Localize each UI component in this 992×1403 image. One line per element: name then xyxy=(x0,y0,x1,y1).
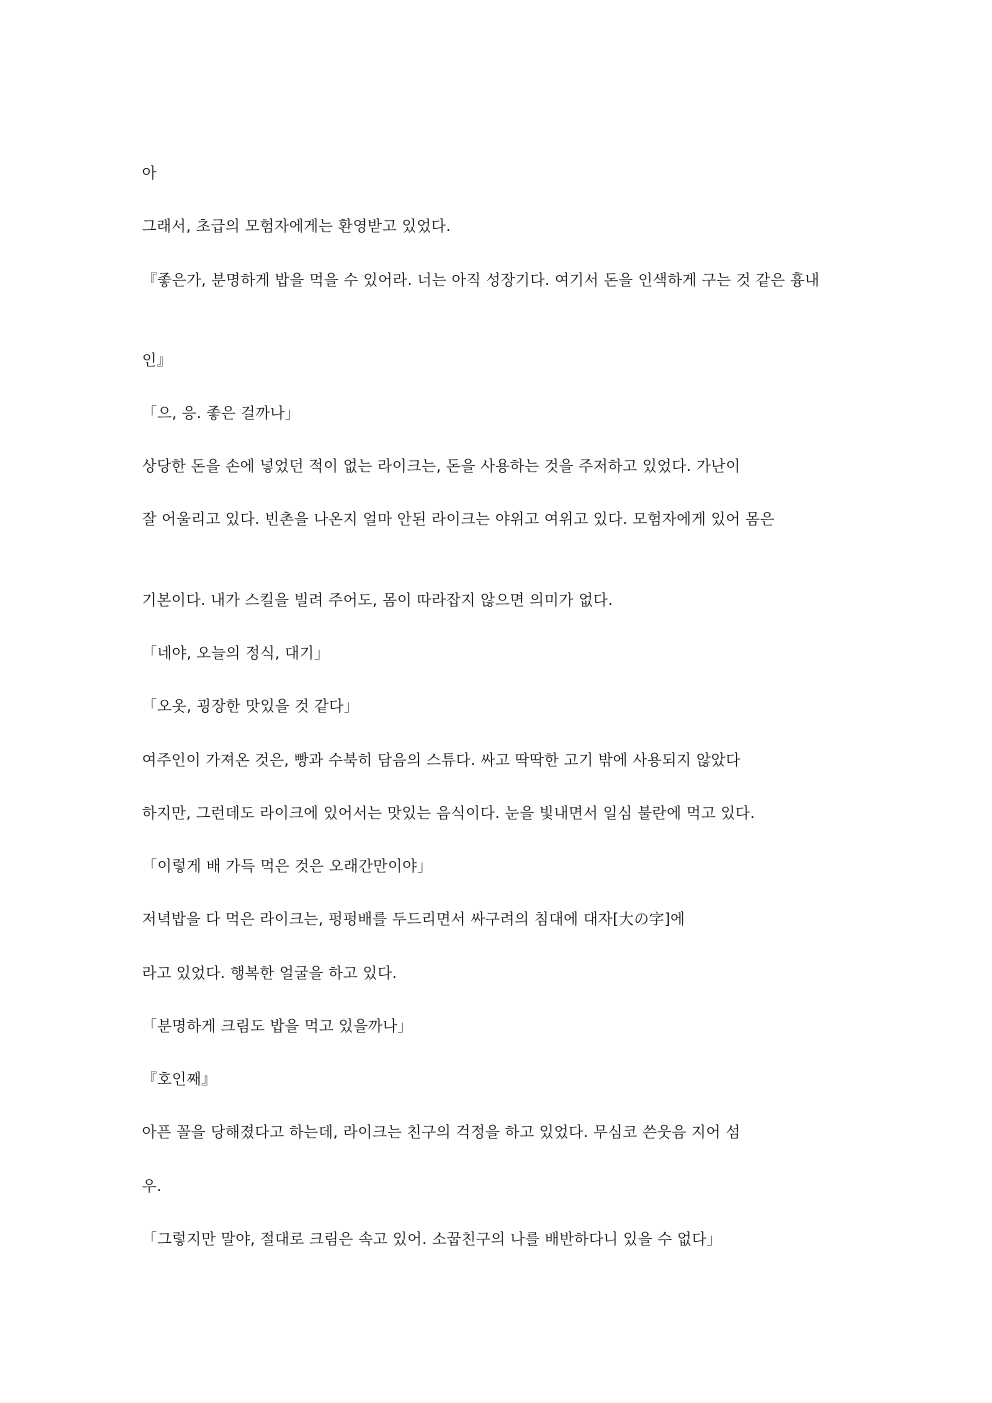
paragraph-12: 하지만, 그런데도 라이크에 있어서는 맛있는 음식이다. 눈을 빛내면서 일심 불란에 먹고 있다. xyxy=(142,804,756,822)
paragraph-17: 『호인째』 xyxy=(142,1070,217,1088)
paragraph-20: 「그렇지만 말야, 절대로 크림은 속고 있어. 소꿉친구의 나를 배반하다니 있을 수 없다」 xyxy=(142,1230,722,1248)
paragraph-18: 아픈 꼴을 당해졌다고 하는데, 라이크는 친구의 걱정을 하고 있었다. 무심코 쓴웃음 지어 섬 xyxy=(142,1123,741,1141)
paragraph-11: 여주인이 가져온 것은, 빵과 수북히 담음의 스튜다. 싸고 딱딱한 고기 밖에 사용되지 않았다 xyxy=(142,751,741,769)
paragraph-9: 「네야, 오늘의 정식, 대기」 xyxy=(142,644,330,662)
paragraph-16: 「분명하게 크림도 밥을 먹고 있을까나」 xyxy=(142,1017,413,1035)
paragraph-13: 「이렇게 배 가득 먹은 것은 오래간만이야」 xyxy=(142,857,433,875)
paragraph-6: 상당한 돈을 손에 넣었던 적이 없는 라이크는, 돈을 사용하는 것을 주저하고 있었다. 가난이 xyxy=(142,457,741,475)
paragraph-14: 저녁밥을 다 먹은 라이크는, 펑펑배를 두드리면서 싸구려의 침대에 대자[大の字]에 xyxy=(142,910,686,928)
paragraph-7: 잘 어울리고 있다. 빈촌을 나온지 얼마 안된 라이크는 야위고 여위고 있다. 모험자에게 있어 몸은 xyxy=(142,510,775,528)
paragraph-10: 「오옷, 굉장한 맛있을 것 같다」 xyxy=(142,697,359,715)
paragraph-15: 라고 있었다. 행복한 얼굴을 하고 있다. xyxy=(142,964,398,982)
paragraph-2: 그래서, 초급의 모험자에게는 환영받고 있었다. xyxy=(142,217,451,235)
paragraph-8: 기본이다. 내가 스킬을 빌려 주어도, 몸이 따라잡지 않으면 의미가 없다. xyxy=(142,591,613,609)
paragraph-3: 『좋은가, 분명하게 밥을 먹을 수 있어라. 너는 아직 성장기다. 여기서 돈을 인색하게 구는 것 같은 흉내 xyxy=(142,271,820,289)
paragraph-19: 우. xyxy=(142,1177,162,1195)
paragraph-4: 인』 xyxy=(142,351,172,369)
paragraph-5: 「으, 응. 좋은 걸까나」 xyxy=(142,404,301,422)
paragraph-1: 아 xyxy=(142,164,157,182)
